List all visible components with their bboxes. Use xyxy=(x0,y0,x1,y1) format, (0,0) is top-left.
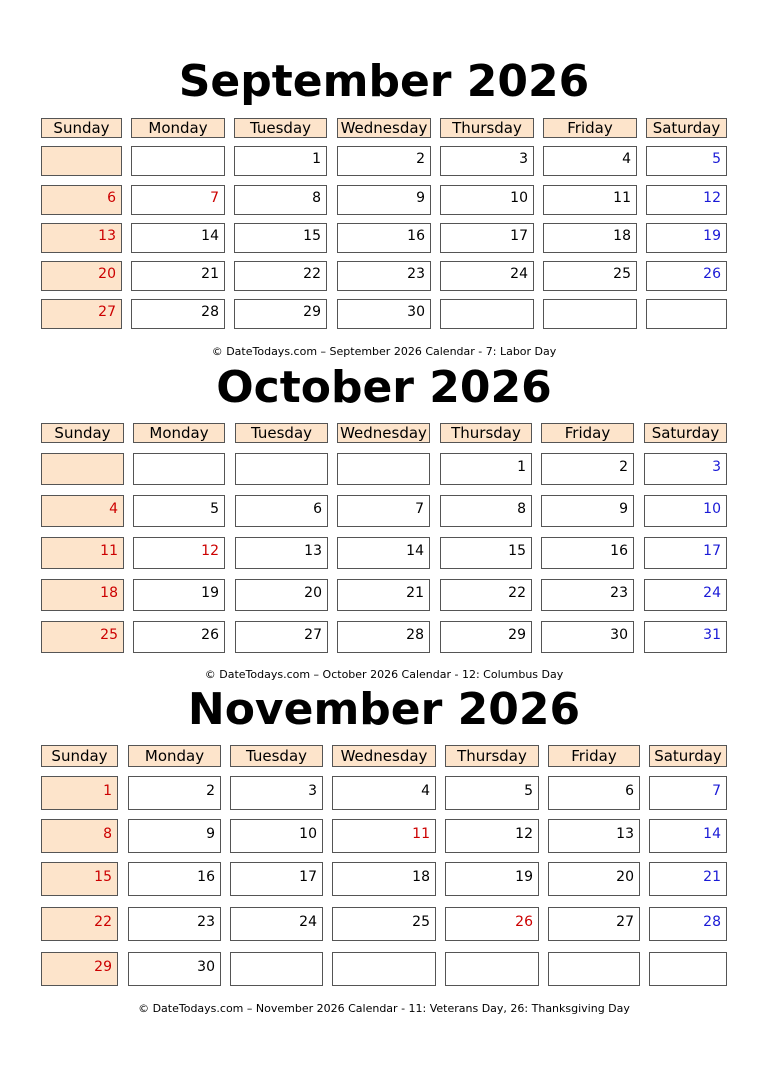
weekday-header-sunday: Sunday xyxy=(41,745,118,767)
day-cell xyxy=(649,819,727,853)
day-number: 9 xyxy=(206,826,215,842)
empty-day-cell xyxy=(41,146,122,176)
weekday-header-monday: Monday xyxy=(133,423,225,443)
day-cell xyxy=(131,299,225,329)
day-cell xyxy=(235,537,328,569)
day-cell xyxy=(128,776,221,810)
day-number: 17 xyxy=(299,869,317,885)
day-cell xyxy=(234,185,327,215)
day-cell xyxy=(235,621,328,653)
weekday-header-wednesday: Wednesday xyxy=(337,423,430,443)
day-cell xyxy=(440,223,534,253)
weekday-header-saturday: Saturday xyxy=(649,745,727,767)
day-number: 3 xyxy=(308,783,317,799)
day-cell xyxy=(644,537,727,569)
day-cell xyxy=(548,907,640,941)
day-cell xyxy=(230,907,323,941)
day-cell xyxy=(133,579,225,611)
day-cell xyxy=(133,537,225,569)
day-number: 5 xyxy=(210,501,219,517)
day-number: 5 xyxy=(712,151,721,167)
day-cell xyxy=(541,621,634,653)
day-number: 10 xyxy=(299,826,317,842)
day-number: 27 xyxy=(304,627,322,643)
day-cell xyxy=(234,223,327,253)
day-number: 1 xyxy=(312,151,321,167)
empty-day-cell xyxy=(235,453,328,485)
day-cell xyxy=(541,537,634,569)
day-number: 12 xyxy=(515,826,533,842)
day-cell xyxy=(230,819,323,853)
day-cell xyxy=(41,495,124,527)
weekday-header-friday: Friday xyxy=(541,423,634,443)
day-cell xyxy=(234,299,327,329)
day-cell xyxy=(332,862,436,896)
day-cell xyxy=(337,223,431,253)
weekday-header-thursday: Thursday xyxy=(440,118,534,138)
day-cell xyxy=(337,299,431,329)
day-number: 7 xyxy=(712,783,721,799)
day-number: 24 xyxy=(510,266,528,282)
day-cell xyxy=(230,862,323,896)
weekday-header-monday: Monday xyxy=(128,745,221,767)
day-number: 24 xyxy=(703,585,721,601)
day-number: 30 xyxy=(407,304,425,320)
day-cell xyxy=(128,952,221,986)
day-cell xyxy=(440,261,534,291)
day-number: 11 xyxy=(613,190,631,206)
day-cell xyxy=(41,223,122,253)
day-cell xyxy=(445,776,539,810)
day-number: 20 xyxy=(616,869,634,885)
day-cell xyxy=(332,907,436,941)
day-cell xyxy=(332,819,436,853)
day-cell xyxy=(543,223,637,253)
day-cell xyxy=(445,907,539,941)
day-number: 4 xyxy=(109,501,118,517)
day-number: 11 xyxy=(100,543,118,559)
month-title: September 2026 xyxy=(178,56,590,107)
day-number: 6 xyxy=(313,501,322,517)
day-cell xyxy=(41,952,118,986)
day-cell xyxy=(337,621,430,653)
weekday-header-tuesday: Tuesday xyxy=(235,423,328,443)
day-number: 8 xyxy=(517,501,526,517)
day-number: 12 xyxy=(201,543,219,559)
day-number: 23 xyxy=(610,585,628,601)
day-number: 25 xyxy=(100,627,118,643)
day-cell xyxy=(646,185,727,215)
day-number: 7 xyxy=(210,190,219,206)
day-number: 26 xyxy=(515,914,533,930)
day-number: 10 xyxy=(510,190,528,206)
day-number: 2 xyxy=(416,151,425,167)
weekday-header-sunday: Sunday xyxy=(41,423,124,443)
day-number: 13 xyxy=(616,826,634,842)
day-cell xyxy=(548,862,640,896)
day-number: 19 xyxy=(201,585,219,601)
day-number: 27 xyxy=(98,304,116,320)
day-cell xyxy=(131,261,225,291)
day-cell xyxy=(41,907,118,941)
day-cell xyxy=(649,907,727,941)
day-number: 5 xyxy=(524,783,533,799)
day-cell xyxy=(543,261,637,291)
day-cell xyxy=(235,495,328,527)
day-number: 10 xyxy=(703,501,721,517)
day-cell xyxy=(337,537,430,569)
day-number: 6 xyxy=(107,190,116,206)
day-cell xyxy=(440,495,532,527)
empty-day-cell xyxy=(332,952,436,986)
day-cell xyxy=(131,223,225,253)
weekday-header-tuesday: Tuesday xyxy=(234,118,327,138)
day-number: 22 xyxy=(94,914,112,930)
day-number: 1 xyxy=(517,459,526,475)
day-number: 9 xyxy=(619,501,628,517)
day-number: 21 xyxy=(201,266,219,282)
month-title: October 2026 xyxy=(216,362,552,413)
empty-day-cell xyxy=(41,453,124,485)
day-number: 22 xyxy=(508,585,526,601)
day-number: 14 xyxy=(406,543,424,559)
day-number: 29 xyxy=(508,627,526,643)
empty-day-cell xyxy=(230,952,323,986)
weekday-header-monday: Monday xyxy=(131,118,225,138)
day-number: 14 xyxy=(703,826,721,842)
day-cell xyxy=(41,299,122,329)
day-cell xyxy=(445,862,539,896)
day-cell xyxy=(644,453,727,485)
day-number: 9 xyxy=(416,190,425,206)
day-number: 11 xyxy=(412,826,430,842)
day-cell xyxy=(337,185,431,215)
weekday-header-wednesday: Wednesday xyxy=(337,118,431,138)
day-number: 2 xyxy=(619,459,628,475)
empty-day-cell xyxy=(543,299,637,329)
day-cell xyxy=(41,862,118,896)
day-number: 23 xyxy=(197,914,215,930)
day-cell xyxy=(644,579,727,611)
day-number: 29 xyxy=(94,959,112,975)
empty-day-cell xyxy=(548,952,640,986)
day-cell xyxy=(541,495,634,527)
day-number: 4 xyxy=(421,783,430,799)
day-cell xyxy=(644,621,727,653)
day-number: 2 xyxy=(206,783,215,799)
day-number: 28 xyxy=(201,304,219,320)
day-cell xyxy=(445,819,539,853)
day-number: 13 xyxy=(98,228,116,244)
day-number: 18 xyxy=(412,869,430,885)
day-number: 25 xyxy=(613,266,631,282)
calendar-footer: © DateTodays.com – October 2026 Calendar - 12: Columbus Day xyxy=(204,668,564,681)
day-cell xyxy=(440,621,532,653)
day-number: 16 xyxy=(610,543,628,559)
day-cell xyxy=(548,819,640,853)
day-cell xyxy=(337,579,430,611)
day-cell xyxy=(644,495,727,527)
day-number: 21 xyxy=(703,869,721,885)
day-cell xyxy=(543,185,637,215)
day-cell xyxy=(128,819,221,853)
day-cell xyxy=(548,776,640,810)
day-number: 1 xyxy=(103,783,112,799)
day-cell xyxy=(41,776,118,810)
day-number: 8 xyxy=(103,826,112,842)
day-number: 15 xyxy=(508,543,526,559)
day-cell xyxy=(337,261,431,291)
day-number: 20 xyxy=(98,266,116,282)
day-cell xyxy=(440,453,532,485)
weekday-header-thursday: Thursday xyxy=(440,423,532,443)
day-cell xyxy=(128,907,221,941)
day-cell xyxy=(543,146,637,176)
day-number: 28 xyxy=(406,627,424,643)
day-number: 23 xyxy=(407,266,425,282)
day-number: 16 xyxy=(407,228,425,244)
day-cell xyxy=(235,579,328,611)
day-cell xyxy=(230,776,323,810)
calendar-footer: © DateTodays.com – November 2026 Calendar - 11: Veterans Day, 26: Thanksgiving Day xyxy=(138,1002,630,1015)
weekday-header-friday: Friday xyxy=(543,118,637,138)
day-number: 29 xyxy=(303,304,321,320)
empty-day-cell xyxy=(445,952,539,986)
day-number: 19 xyxy=(515,869,533,885)
day-number: 30 xyxy=(610,627,628,643)
day-number: 14 xyxy=(201,228,219,244)
day-number: 22 xyxy=(303,266,321,282)
day-number: 12 xyxy=(703,190,721,206)
day-number: 30 xyxy=(197,959,215,975)
day-number: 3 xyxy=(712,459,721,475)
weekday-header-sunday: Sunday xyxy=(41,118,122,138)
day-cell xyxy=(133,495,225,527)
day-number: 3 xyxy=(519,151,528,167)
day-number: 18 xyxy=(613,228,631,244)
weekday-header-tuesday: Tuesday xyxy=(230,745,323,767)
day-cell xyxy=(646,223,727,253)
day-cell xyxy=(234,146,327,176)
weekday-header-wednesday: Wednesday xyxy=(332,745,436,767)
day-cell xyxy=(440,185,534,215)
calendar-footer: © DateTodays.com – September 2026 Calendar - 7: Labor Day xyxy=(211,345,557,358)
day-cell xyxy=(41,579,124,611)
day-cell xyxy=(133,621,225,653)
day-number: 24 xyxy=(299,914,317,930)
day-cell xyxy=(332,776,436,810)
day-cell xyxy=(440,579,532,611)
day-cell xyxy=(41,537,124,569)
day-cell xyxy=(41,819,118,853)
empty-day-cell xyxy=(131,146,225,176)
day-cell xyxy=(541,579,634,611)
day-number: 26 xyxy=(703,266,721,282)
day-number: 17 xyxy=(510,228,528,244)
day-cell xyxy=(41,185,122,215)
day-number: 19 xyxy=(703,228,721,244)
empty-day-cell xyxy=(337,453,430,485)
empty-day-cell xyxy=(440,299,534,329)
day-number: 28 xyxy=(703,914,721,930)
empty-day-cell xyxy=(646,299,727,329)
day-cell xyxy=(234,261,327,291)
day-cell xyxy=(41,261,122,291)
month-title: November 2026 xyxy=(187,684,581,735)
day-number: 16 xyxy=(197,869,215,885)
day-cell xyxy=(41,621,124,653)
day-number: 8 xyxy=(312,190,321,206)
day-cell xyxy=(337,146,431,176)
day-cell xyxy=(337,495,430,527)
empty-day-cell xyxy=(649,952,727,986)
day-number: 27 xyxy=(616,914,634,930)
day-number: 17 xyxy=(703,543,721,559)
day-number: 6 xyxy=(625,783,634,799)
day-cell xyxy=(649,776,727,810)
empty-day-cell xyxy=(133,453,225,485)
day-cell xyxy=(649,862,727,896)
day-number: 20 xyxy=(304,585,322,601)
day-cell xyxy=(128,862,221,896)
day-cell xyxy=(131,185,225,215)
day-cell xyxy=(440,146,534,176)
day-cell xyxy=(440,537,532,569)
day-cell xyxy=(646,146,727,176)
day-cell xyxy=(646,261,727,291)
day-number: 25 xyxy=(412,914,430,930)
day-number: 31 xyxy=(703,627,721,643)
day-number: 26 xyxy=(201,627,219,643)
day-cell xyxy=(541,453,634,485)
weekday-header-saturday: Saturday xyxy=(646,118,727,138)
day-number: 18 xyxy=(100,585,118,601)
weekday-header-saturday: Saturday xyxy=(644,423,727,443)
day-number: 15 xyxy=(303,228,321,244)
day-number: 21 xyxy=(406,585,424,601)
day-number: 13 xyxy=(304,543,322,559)
weekday-header-friday: Friday xyxy=(548,745,640,767)
day-number: 15 xyxy=(94,869,112,885)
day-number: 7 xyxy=(415,501,424,517)
day-number: 4 xyxy=(622,151,631,167)
weekday-header-thursday: Thursday xyxy=(445,745,539,767)
